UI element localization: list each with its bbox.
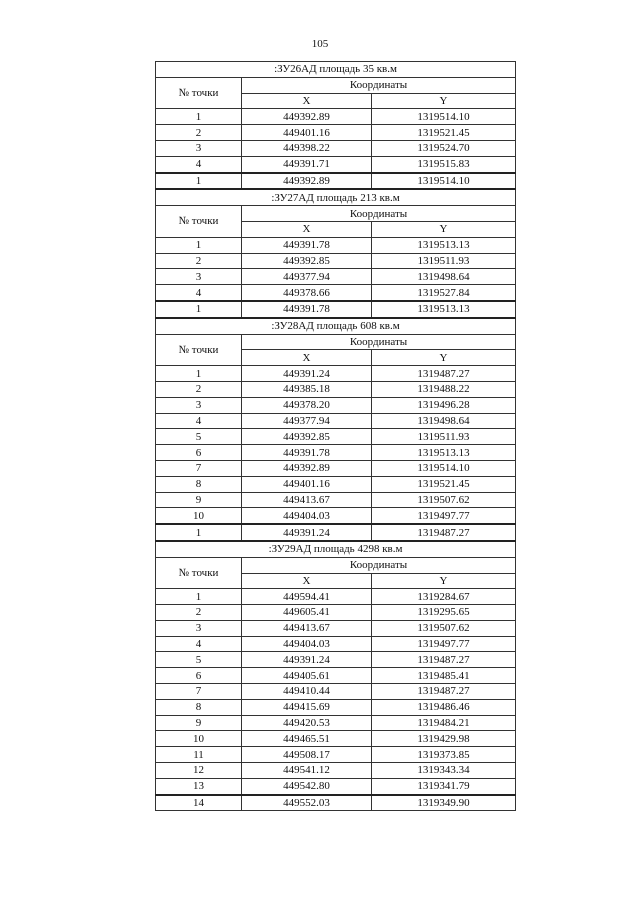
y-coordinate-cell: 1319513.13 <box>372 301 516 318</box>
table-row <box>156 140 516 156</box>
table-row <box>156 156 516 172</box>
y-coordinate-cell: 1319487.27 <box>372 652 516 668</box>
y-coordinate-cell: 1319527.84 <box>372 285 516 301</box>
y-coordinate-cell: 1319484.21 <box>372 715 516 731</box>
table-row <box>156 429 516 445</box>
y-coordinate-cell: 1319343.34 <box>372 763 516 779</box>
y-coordinate-cell: 1319429.98 <box>372 731 516 747</box>
y-coordinate-cell: 1319487.27 <box>372 684 516 700</box>
y-coordinate-cell: 1319514.10 <box>372 109 516 125</box>
x-coordinate-cell: 449385.18 <box>242 381 372 397</box>
table-row <box>156 381 516 397</box>
y-coordinate-cell: 1319341.79 <box>372 778 516 794</box>
table-row <box>156 366 516 382</box>
table-row <box>156 605 516 621</box>
y-header: Y <box>372 350 516 366</box>
point-number-cell: 1 <box>156 109 242 125</box>
point-number-cell: 1 <box>156 366 242 382</box>
table-row <box>156 173 516 190</box>
x-coordinate-cell: 449391.78 <box>242 301 372 318</box>
x-header: X <box>242 350 372 366</box>
table-row <box>156 397 516 413</box>
y-coordinate-cell: 1319487.27 <box>372 366 516 382</box>
x-coordinate-cell: 449404.03 <box>242 636 372 652</box>
point-number-cell: 11 <box>156 747 242 763</box>
x-coordinate-cell: 449413.67 <box>242 620 372 636</box>
point-number-cell: 3 <box>156 620 242 636</box>
point-number-cell: 10 <box>156 731 242 747</box>
y-coordinate-cell: 1319486.46 <box>372 699 516 715</box>
y-coordinate-cell: 1319373.85 <box>372 747 516 763</box>
x-coordinate-cell: 449542.80 <box>242 778 372 794</box>
coordinates-header: Координаты <box>242 77 516 93</box>
section-title: :ЗУ27АД площадь 213 кв.м <box>156 189 516 205</box>
point-number-cell: 4 <box>156 413 242 429</box>
x-coordinate-cell: 449392.85 <box>242 429 372 445</box>
table-row <box>156 524 516 541</box>
point-number-cell: 4 <box>156 156 242 172</box>
point-number-cell: 6 <box>156 668 242 684</box>
table-row <box>156 109 516 125</box>
x-coordinate-cell: 449465.51 <box>242 731 372 747</box>
x-coordinate-cell: 449391.24 <box>242 524 372 541</box>
x-coordinate-cell: 449594.41 <box>242 589 372 605</box>
coordinates-table <box>155 61 516 811</box>
y-coordinate-cell: 1319507.62 <box>372 620 516 636</box>
x-coordinate-cell: 449508.17 <box>242 747 372 763</box>
y-coordinate-cell: 1319514.10 <box>372 460 516 476</box>
table-row <box>156 684 516 700</box>
x-coordinate-cell: 449405.61 <box>242 668 372 684</box>
point-number-cell: 12 <box>156 763 242 779</box>
x-coordinate-cell: 449391.24 <box>242 652 372 668</box>
point-number-header: № точки <box>156 206 242 238</box>
y-coordinate-cell: 1319295.65 <box>372 605 516 621</box>
table-row <box>156 253 516 269</box>
x-coordinate-cell: 449377.94 <box>242 413 372 429</box>
y-coordinate-cell: 1319349.90 <box>372 795 516 811</box>
table-row <box>156 778 516 794</box>
point-number-cell: 14 <box>156 795 242 811</box>
y-coordinate-cell: 1319497.77 <box>372 508 516 524</box>
point-number-cell: 5 <box>156 429 242 445</box>
point-number-cell: 2 <box>156 381 242 397</box>
y-coordinate-cell: 1319521.45 <box>372 125 516 141</box>
coordinates-header: Координаты <box>242 206 516 222</box>
y-coordinate-cell: 1319498.64 <box>372 269 516 285</box>
section-title-row <box>156 62 516 78</box>
y-coordinate-cell: 1319496.28 <box>372 397 516 413</box>
x-header: X <box>242 93 372 109</box>
section-title: :ЗУ26АД площадь 35 кв.м <box>156 62 516 78</box>
y-header: Y <box>372 573 516 589</box>
point-number-cell: 2 <box>156 605 242 621</box>
table-row <box>156 636 516 652</box>
x-coordinate-cell: 449415.69 <box>242 699 372 715</box>
table-row <box>156 620 516 636</box>
point-number-cell: 3 <box>156 269 242 285</box>
section-title: :ЗУ28АД площадь 608 кв.м <box>156 318 516 334</box>
table-row <box>156 492 516 508</box>
header-row <box>156 557 516 573</box>
point-number-cell: 4 <box>156 285 242 301</box>
table-row <box>156 715 516 731</box>
x-coordinate-cell: 449398.22 <box>242 140 372 156</box>
section-title-row <box>156 318 516 334</box>
point-number-header: № точки <box>156 334 242 366</box>
y-coordinate-cell: 1319284.67 <box>372 589 516 605</box>
y-coordinate-cell: 1319511.93 <box>372 429 516 445</box>
point-number-cell: 10 <box>156 508 242 524</box>
point-number-cell: 1 <box>156 589 242 605</box>
point-number-cell: 8 <box>156 699 242 715</box>
y-coordinate-cell: 1319488.22 <box>372 381 516 397</box>
point-number-cell: 3 <box>156 140 242 156</box>
point-number-cell: 1 <box>156 524 242 541</box>
table-row <box>156 795 516 811</box>
y-coordinate-cell: 1319515.83 <box>372 156 516 172</box>
x-coordinate-cell: 449605.41 <box>242 605 372 621</box>
page-number: 105 <box>311 38 329 50</box>
y-coordinate-cell: 1319487.27 <box>372 524 516 541</box>
y-coordinate-cell: 1319513.13 <box>372 237 516 253</box>
x-coordinate-cell: 449391.24 <box>242 366 372 382</box>
table-row <box>156 699 516 715</box>
point-number-cell: 1 <box>156 237 242 253</box>
section-title-row <box>156 189 516 205</box>
point-number-cell: 9 <box>156 715 242 731</box>
x-coordinate-cell: 449552.03 <box>242 795 372 811</box>
point-number-cell: 6 <box>156 445 242 461</box>
header-row <box>156 77 516 93</box>
y-coordinate-cell: 1319524.70 <box>372 140 516 156</box>
table-row <box>156 731 516 747</box>
y-header: Y <box>372 221 516 237</box>
x-coordinate-cell: 449378.66 <box>242 285 372 301</box>
point-number-cell: 3 <box>156 397 242 413</box>
x-coordinate-cell: 449378.20 <box>242 397 372 413</box>
y-header: Y <box>372 93 516 109</box>
y-coordinate-cell: 1319521.45 <box>372 476 516 492</box>
point-number-header: № точки <box>156 557 242 589</box>
point-number-cell: 9 <box>156 492 242 508</box>
y-coordinate-cell: 1319513.13 <box>372 445 516 461</box>
point-number-cell: 7 <box>156 684 242 700</box>
point-number-cell: 1 <box>156 301 242 318</box>
table-row <box>156 301 516 318</box>
table-row <box>156 460 516 476</box>
x-header: X <box>242 573 372 589</box>
coordinates-header: Координаты <box>242 334 516 350</box>
coordinates-header: Координаты <box>242 557 516 573</box>
table-row <box>156 747 516 763</box>
header-row <box>156 206 516 222</box>
table-row <box>156 125 516 141</box>
table-row <box>156 237 516 253</box>
table-row <box>156 508 516 524</box>
section-title: :ЗУ29АД площадь 4298 кв.м <box>156 541 516 557</box>
table-row <box>156 476 516 492</box>
x-coordinate-cell: 449391.78 <box>242 237 372 253</box>
table-row <box>156 269 516 285</box>
point-number-cell: 5 <box>156 652 242 668</box>
y-coordinate-cell: 1319485.41 <box>372 668 516 684</box>
x-coordinate-cell: 449404.03 <box>242 508 372 524</box>
x-coordinate-cell: 449401.16 <box>242 125 372 141</box>
table-row <box>156 445 516 461</box>
x-coordinate-cell: 449413.67 <box>242 492 372 508</box>
y-coordinate-cell: 1319511.93 <box>372 253 516 269</box>
y-coordinate-cell: 1319498.64 <box>372 413 516 429</box>
point-number-cell: 8 <box>156 476 242 492</box>
x-header: X <box>242 221 372 237</box>
table-row <box>156 668 516 684</box>
table-row <box>156 285 516 301</box>
y-coordinate-cell: 1319514.10 <box>372 173 516 190</box>
table-row <box>156 589 516 605</box>
table-row <box>156 652 516 668</box>
point-number-cell: 7 <box>156 460 242 476</box>
point-number-header: № точки <box>156 77 242 109</box>
point-number-cell: 2 <box>156 253 242 269</box>
x-coordinate-cell: 449541.12 <box>242 763 372 779</box>
y-coordinate-cell: 1319507.62 <box>372 492 516 508</box>
x-coordinate-cell: 449410.44 <box>242 684 372 700</box>
point-number-cell: 1 <box>156 173 242 190</box>
x-coordinate-cell: 449401.16 <box>242 476 372 492</box>
table-row <box>156 763 516 779</box>
point-number-cell: 4 <box>156 636 242 652</box>
table-row <box>156 413 516 429</box>
header-row <box>156 334 516 350</box>
x-coordinate-cell: 449391.78 <box>242 445 372 461</box>
point-number-cell: 13 <box>156 778 242 794</box>
point-number-cell: 2 <box>156 125 242 141</box>
x-coordinate-cell: 449391.71 <box>242 156 372 172</box>
x-coordinate-cell: 449420.53 <box>242 715 372 731</box>
x-coordinate-cell: 449392.89 <box>242 109 372 125</box>
x-coordinate-cell: 449392.89 <box>242 173 372 190</box>
x-coordinate-cell: 449377.94 <box>242 269 372 285</box>
x-coordinate-cell: 449392.85 <box>242 253 372 269</box>
y-coordinate-cell: 1319497.77 <box>372 636 516 652</box>
x-coordinate-cell: 449392.89 <box>242 460 372 476</box>
section-title-row <box>156 541 516 557</box>
